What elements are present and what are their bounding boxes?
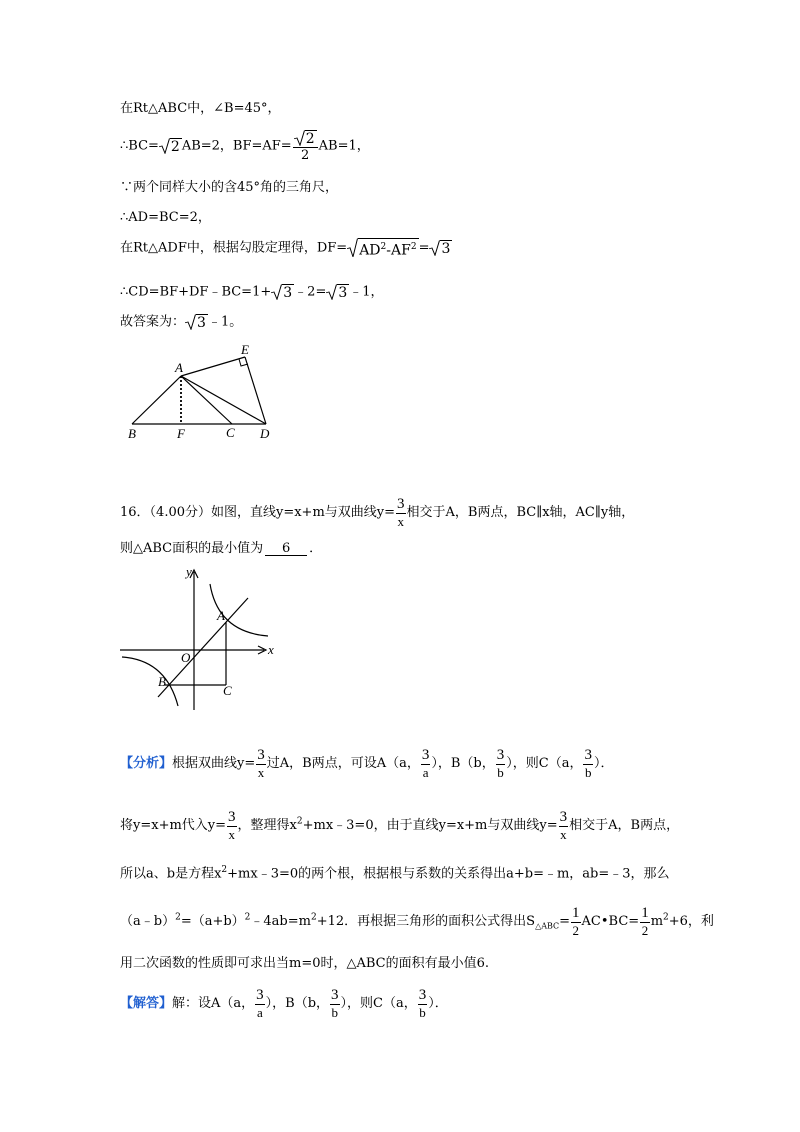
line-y-equals-x-plus-m bbox=[158, 598, 248, 697]
answer-blank: 6 bbox=[265, 542, 307, 556]
solution-line-2: ∴BC= 2 AB=2，BF=AF= $\frac{2}{2}$ AB=1， bbox=[120, 131, 370, 163]
fraction-sqrt2-over-2: $\frac{2}{2}$ bbox=[293, 130, 318, 162]
label-a: A bbox=[175, 360, 183, 375]
label-e: E bbox=[241, 342, 249, 357]
fraction-3-over-x: $\frac{3}{x}$ bbox=[397, 496, 405, 529]
answer-line-1: 【解答】解：设A（a， $\frac{3}{a}$ ），B（b， $\frac{3}{b}$ ），则C（a， $\frac{3}{b}$ ）． bbox=[120, 987, 448, 1020]
analysis-line-1: 【分析】根据双曲线y= $\frac{3}{x}$ 过A，B两点，可设A（a， $\frac{3}{a}$ ），B（b， $\frac{3}{b}$ ），则C（a， $\frac{3}{b}$ ）． bbox=[120, 747, 614, 780]
problem-16-line-2: 则△ABC面积的最小值为 6 ． bbox=[120, 541, 323, 556]
label-c: C bbox=[223, 683, 232, 698]
analysis-line-5: 用二次函数的性质即可求出当m=0时，△ABC的面积有最小值6. bbox=[120, 956, 490, 971]
sqrt-2: 2 bbox=[159, 138, 182, 154]
label-f: F bbox=[177, 426, 185, 441]
answer-tag: 【解答】 bbox=[120, 996, 173, 1011]
analysis-line-4: $(a﹣b)^2=(a+b)^2﹣4ab=m^2+12$．再根据三角形的面积公式得出$S_{\triangle ABC}=$ $\frac{1}{2}$ AC•BC= $\frac{1}{2}$ $m^2+6$，利 bbox=[120, 905, 714, 938]
sqrt-ad2-af2: $AD^2-AF^2$ bbox=[347, 238, 418, 258]
sqrt-3: 3 bbox=[185, 314, 208, 330]
axis-label-y: y bbox=[186, 564, 192, 579]
analysis-tag: 【分析】 bbox=[120, 756, 173, 771]
analysis-line-2: 将y=x+m代入y= $\frac{3}{x}$ ，整理得$x^2+mx﹣3=0$，由于直线y=x+m与双曲线y= $\frac{3}{x}$ 相交于A，B两点， bbox=[120, 809, 680, 842]
segment-ae bbox=[181, 357, 245, 376]
solution-line-1: 在Rt△ABC中，∠B=45°， bbox=[120, 101, 281, 116]
label-b: B bbox=[128, 426, 136, 441]
problem-16-line-1: 16．（4.00分）如图，直线y=x+m与双曲线y= $\frac{3}{x}$ 相交于A，B两点，BC∥x轴，AC∥y轴， bbox=[120, 496, 635, 529]
analysis-line-3: 所以a、b是方程$x^2+mx﹣3=0$的两个根，根据根与系数的关系得出a+b=﹣m，ab=﹣3，那么 bbox=[120, 865, 670, 882]
segment-ab bbox=[132, 376, 181, 424]
sqrt-3: 3 bbox=[429, 240, 452, 256]
solution-line-6: ∴CD=BF+DF﹣BC=1+ 3 ﹣2= 3 ﹣1， bbox=[120, 284, 384, 301]
solution-line-3: ∵两个同样大小的含45°角的三角尺， bbox=[120, 180, 339, 195]
coordinate-figure bbox=[118, 560, 280, 710]
sqrt-3: 3 bbox=[326, 284, 349, 300]
solution-line-4: ∴AD=BC=2， bbox=[120, 210, 211, 225]
solution-line-7: 故答案为： 3 ﹣1。 bbox=[120, 314, 243, 331]
triangle-figure bbox=[120, 340, 290, 445]
label-d: D bbox=[260, 426, 270, 441]
hyperbola-branch-2 bbox=[122, 657, 178, 706]
axis-label-x: x bbox=[268, 642, 274, 657]
label-a: A bbox=[217, 608, 225, 623]
label-c: C bbox=[226, 425, 235, 440]
solution-line-5: 在Rt△ADF中，根据勾股定理得，DF= $AD^2-AF^2$ = 3 bbox=[120, 238, 452, 258]
origin-label: O bbox=[181, 650, 191, 665]
sqrt-3: 3 bbox=[271, 284, 294, 300]
label-b: B bbox=[158, 674, 166, 689]
